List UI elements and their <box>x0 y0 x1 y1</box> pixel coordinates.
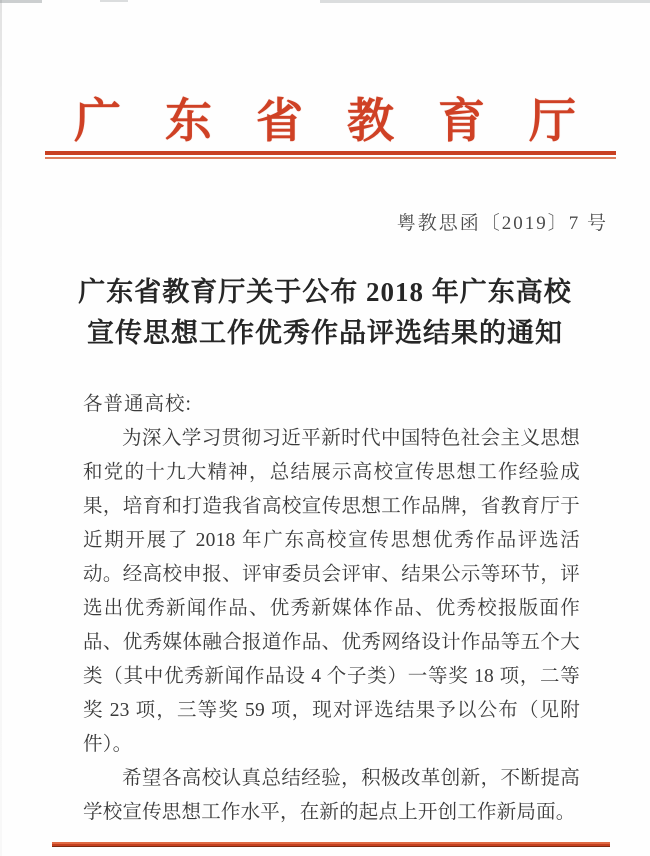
letterhead-agency-title: 广东省教育厅 <box>74 96 620 148</box>
scan-top-artifact <box>100 0 128 2</box>
document-reference-number: 粤教思函〔2019〕7 号 <box>396 213 608 234</box>
salutation: 各普通高校: <box>83 394 192 415</box>
document-title <box>0 272 650 354</box>
body-paragraph-1: 为深入学习贯彻习近平新时代中国特色社会主义思想和党的十九大精神，总结展示高校宣传思想工作经验成果，培育和打造我省高校宣传思想工作品牌，省教育厅于近期开展了 2018 年广东高校宣传思想优秀作品评选活动。经高校申报、评审委员会评审、结果公示等环节，评选出优秀新闻作品、优秀新媒体作品、优秀校报版面作品、优秀媒体融合报道作品、优秀网络设计作品等五个大类（其中优秀新闻作品设 4 个子类）一等奖 18 项，二等奖 23 项，三等奖 59 项，现对评选结果予以公布（见附件）。 <box>83 428 580 755</box>
document-body <box>83 388 580 830</box>
letterhead-divider-rule <box>45 151 616 159</box>
document-title-line2: 宣传思想工作优秀作品评选结果的通知 <box>87 318 563 348</box>
scan-top-artifact <box>0 0 42 3</box>
footer-divider-rule <box>52 842 610 847</box>
document-title-line1: 广东省教育厅关于公布 2018 年广东高校 <box>78 277 572 307</box>
scan-top-artifact <box>320 0 650 3</box>
body-paragraph-2: 希望各高校认真总结经验，积极改革创新，不断提高学校宣传思想工作水平，在新的起点上开创工作新局面。 <box>83 768 580 823</box>
